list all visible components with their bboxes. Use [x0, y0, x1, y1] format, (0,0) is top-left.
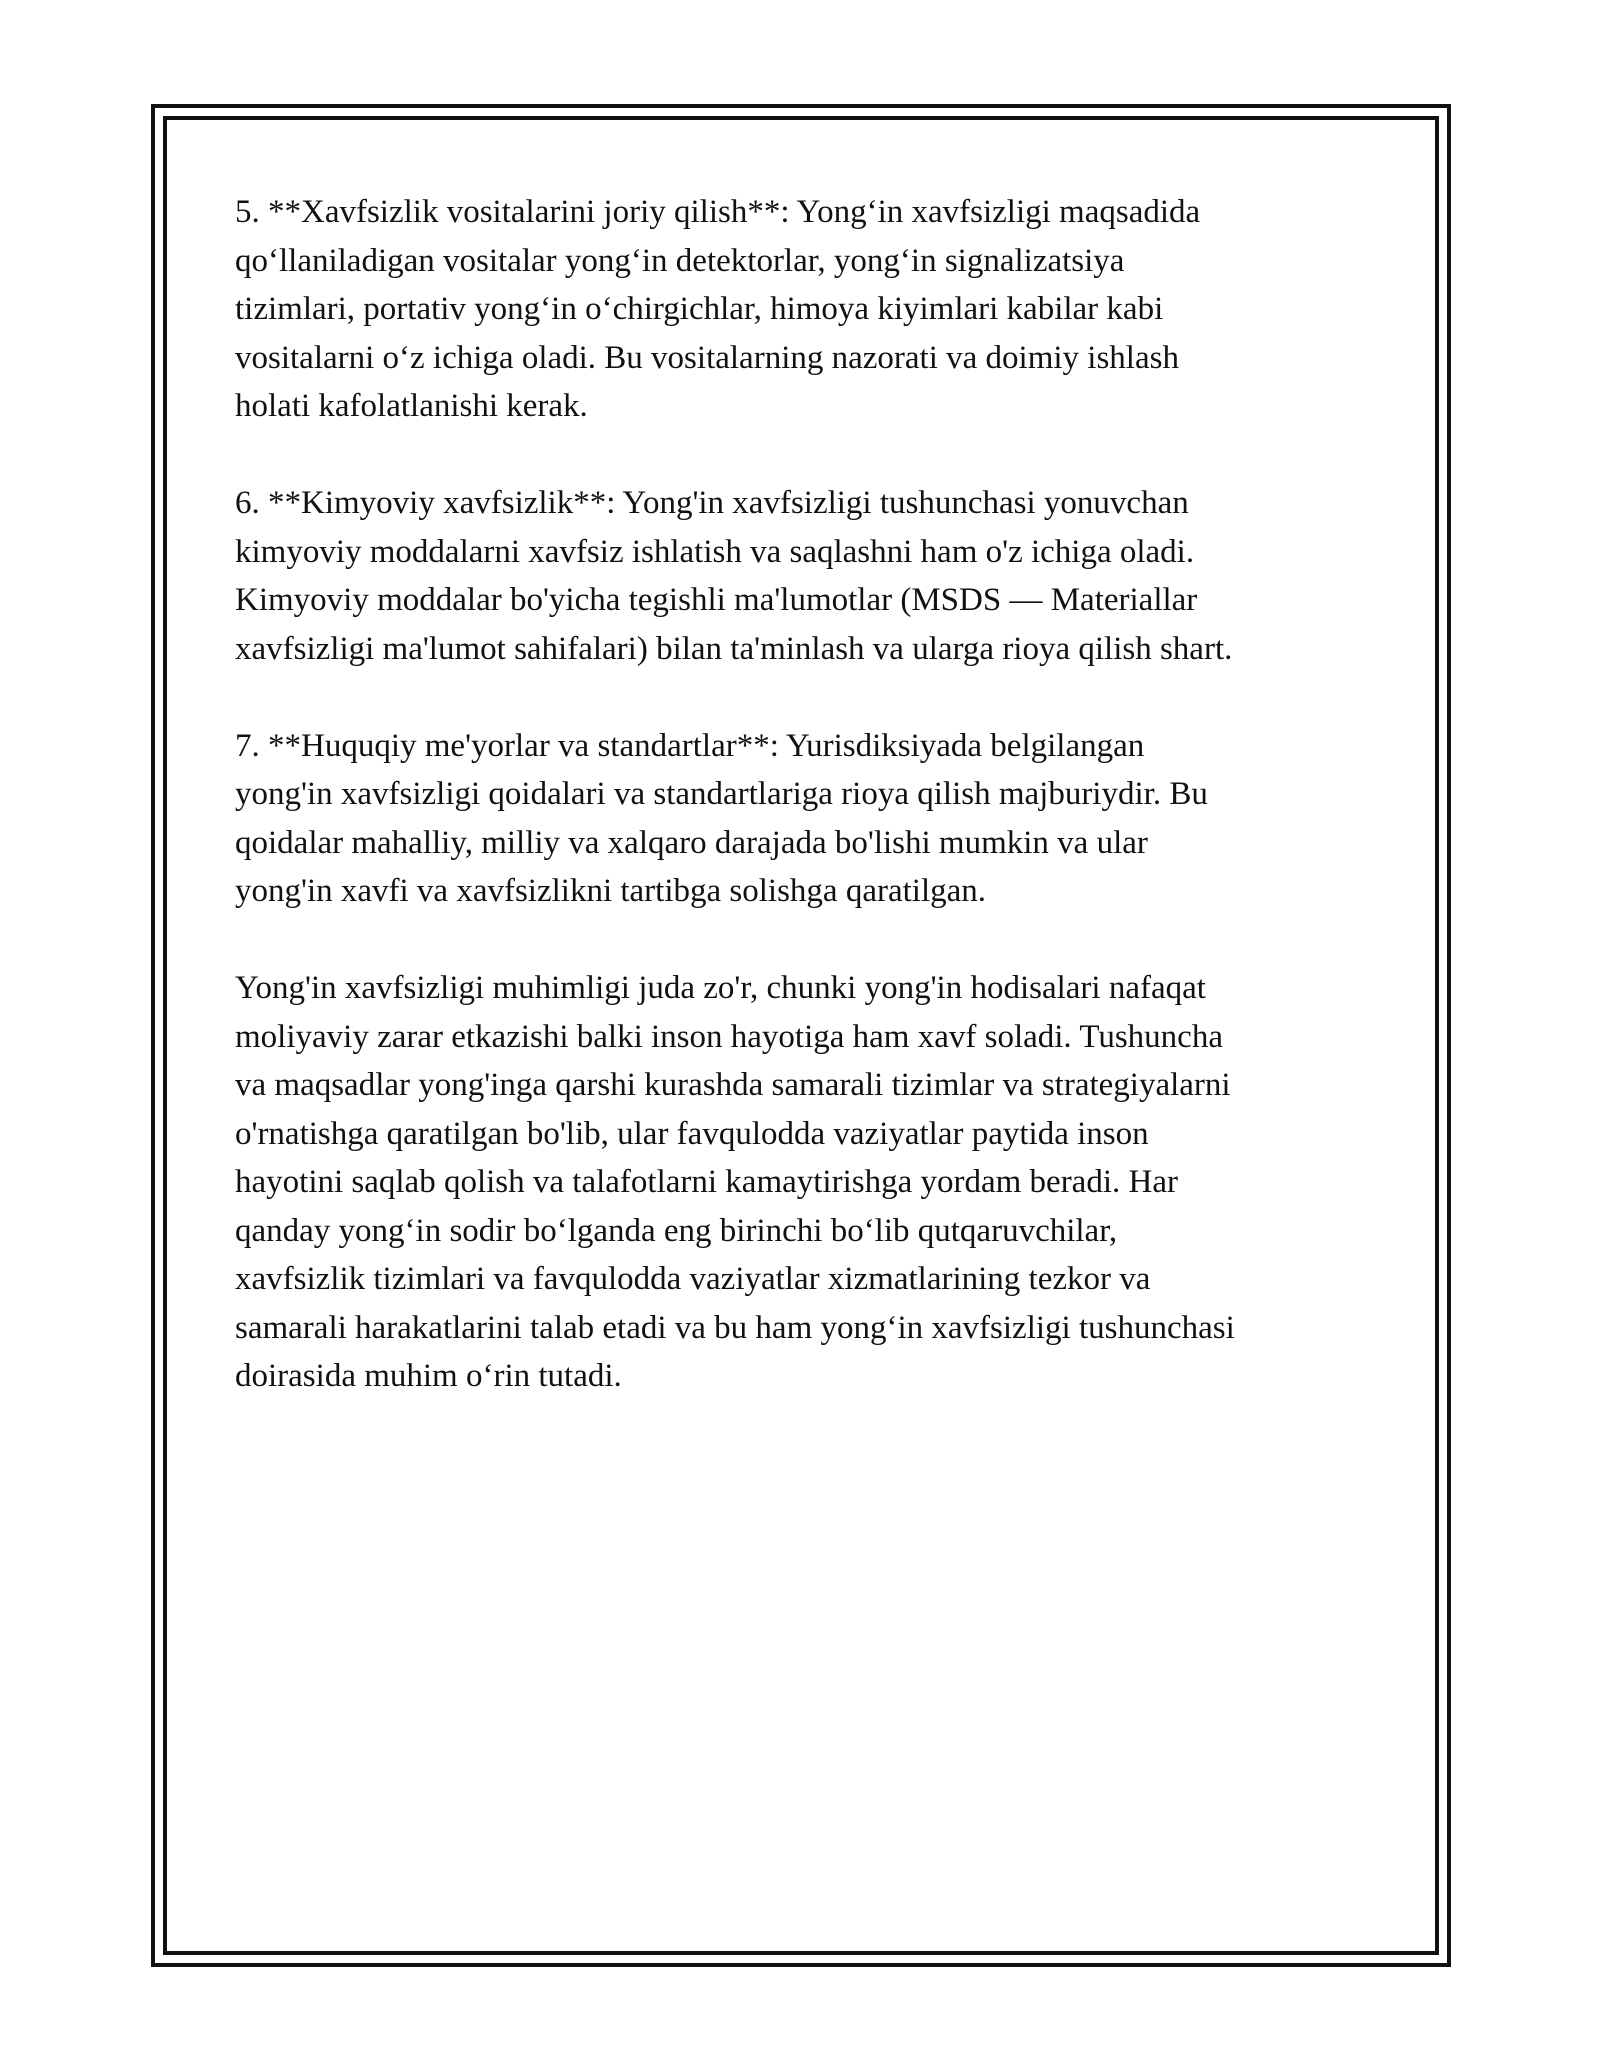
paragraph-conclusion: Yong'in xavfsizligi muhimligi juda zo'r, chunki yong'in hodisalari nafaqat moliyaviy zarar etkazishi balki inson hayotiga ham xavf soladi. Tushuncha va maqsadlar yong'inga qarshi kurashda samarali tizimlar va strategiyalarni o'rnatishga qaratilgan bo'lib, ular favqulodda vaziyatlar paytida inson hayotini saqlab qolish va talafotlarni kamaytirishga yordam beradi. Har qanday yong‘in sodir bo‘lganda eng birinchi bo‘lib qutqaruvchilar, xavfsizlik tizimlari va favqulodda vaziyatlar xizmatlarining tezkor va samarali harakatlarini talab etadi va bu ham yong‘in xavfsizligi tushunchasi doirasida muhim o‘rin tutadi. [235, 970, 1235, 1394]
paragraph-legal-standards: 7. **Huquqiy me'yorlar va standartlar**: Yurisdiksiyada belgilangan yong'in xavfsizligi qoidalari va standartlariga rioya qilish majburiydir. Bu qoidalar mahalliy, milliy va xalqaro darajada bo'lishi mumkin va ular yong'in xavfi va xavfsizlikni tartibga solishga qaratilgan. [235, 727, 1208, 909]
paragraph-chemical-safety: 6. **Kimyoviy xavfsizlik**: Yong'in xavfsizligi tushunchasi yonuvchan kimyoviy moddalarni xavfsiz ishlatish va saqlashni ham o'z ichiga oladi. Kimyoviy moddalar bo'yicha tegishli ma'lumotlar (MSDS — Materiallar xavfsizligi ma'lumot sahifalari) bilan ta'minlash va ularga rioya qilish shart. [235, 485, 1233, 667]
document-body [235, 188, 1355, 1449]
paragraph-safety-tools: 5. **Xavfsizlik vositalarini joriy qilish**: Yong‘in xavfsizligi maqsadida qo‘llaniladigan vositalar yong‘in detektorlar, yong‘in signalizatsiya tizimlari, portativ yong‘in o‘chirgichlar, himoya kiyimlari kabilar kabi vositalarni o‘z ichiga oladi. Bu vositalarning nazorati va doimiy ishlash holati kafolatlanishi kerak. [235, 194, 1201, 424]
